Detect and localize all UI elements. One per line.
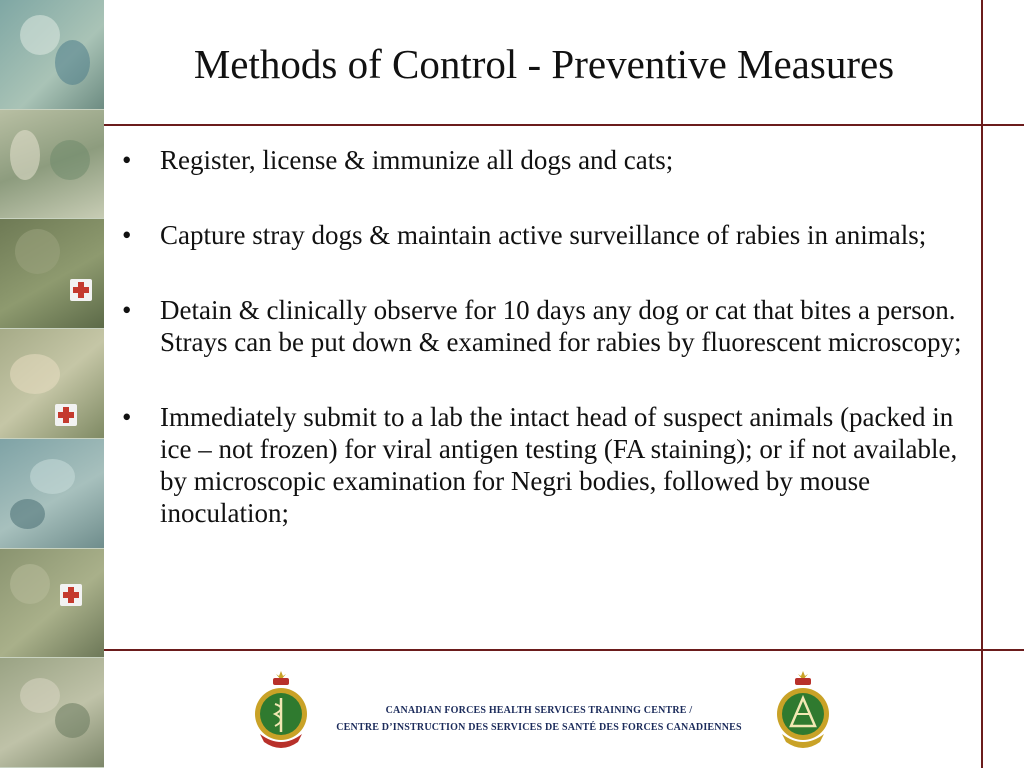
bullet-marker: • xyxy=(122,145,132,175)
bullet-item xyxy=(118,294,968,358)
photo-tile-dental xyxy=(0,0,104,110)
footer xyxy=(104,650,982,768)
slide-title: Methods of Control - Preventive Measures xyxy=(193,41,895,87)
red-cross-icon xyxy=(55,404,77,426)
footer-line-english: CANADIAN FORCES HEALTH SERVICES TRAINING CENTRE / xyxy=(385,705,693,716)
photo-tile-clinic xyxy=(0,110,104,220)
photo-tile-classroom xyxy=(0,658,104,768)
bullet-marker: • xyxy=(122,220,132,250)
photo-tile-soldier xyxy=(0,219,104,329)
bullet-text: Capture stray dogs & maintain active surveillance of rabies in animals; xyxy=(160,220,927,250)
bullet-text: Detain & clinically observe for 10 days any dog or cat that bites a person. Strays can be put down & examined for rabies by fluorescent microscopy; xyxy=(160,295,962,357)
training-centre-crest-icon xyxy=(768,670,838,752)
bullet-item xyxy=(118,401,968,529)
bullet-marker: • xyxy=(122,295,132,325)
red-cross-icon xyxy=(70,279,92,301)
red-cross-icon xyxy=(60,584,82,606)
footer-caption xyxy=(314,702,764,736)
bullet-item xyxy=(118,219,968,251)
caduceus-crest-icon xyxy=(246,670,316,752)
bullet-text: Register, license & immunize all dogs and cats; xyxy=(160,145,674,175)
title-divider xyxy=(104,124,1024,126)
photo-tile-surgery xyxy=(0,439,104,549)
footer-line-french: CENTRE D’INSTRUCTION DES SERVICES DE SANTÉ DES FORCES CANADIENNES xyxy=(336,722,742,733)
left-photo-strip xyxy=(0,0,104,768)
bullet-marker: • xyxy=(122,402,132,432)
bullet-text: Immediately submit to a lab the intact head of suspect animals (packed in ice – not frozen) for viral antigen testing (FA staining); or if not available, by microscopic examination for Negri bodies, followed by mouse inoculation; xyxy=(160,402,958,528)
photo-tile-medic xyxy=(0,329,104,439)
bullet-item xyxy=(118,144,968,176)
bullet-list xyxy=(118,144,968,572)
photo-tile-armband xyxy=(0,549,104,659)
